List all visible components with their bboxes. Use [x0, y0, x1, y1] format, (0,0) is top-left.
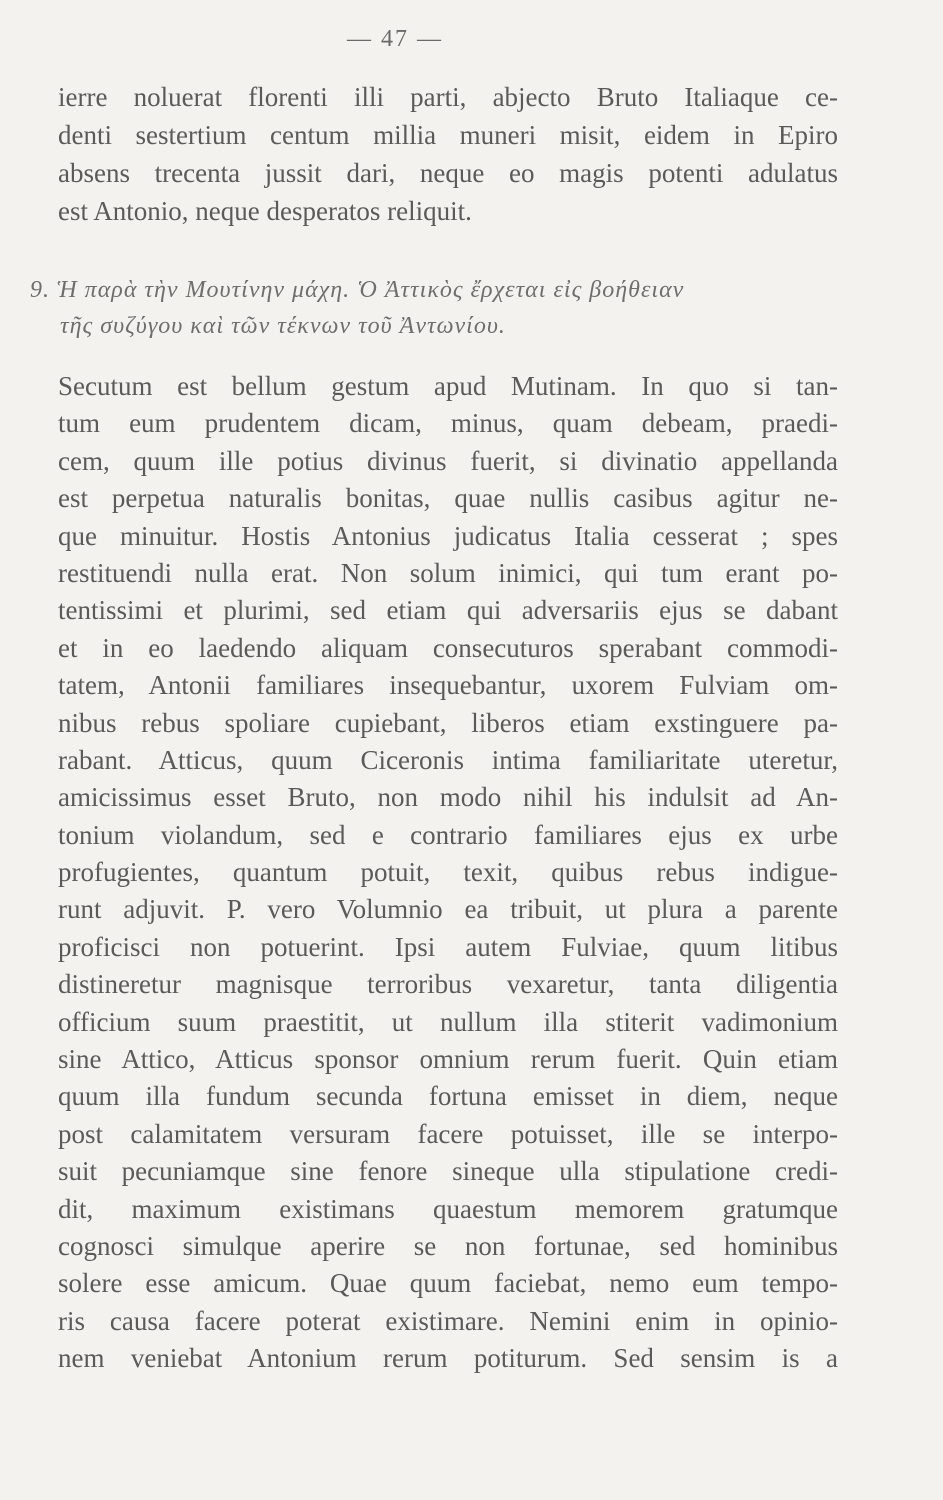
text-line: et in eo laedendo aliquam consecuturos sperabant commodi- [58, 632, 838, 663]
text-line: restituendi nulla erat. Non solum inimici, qui tum erant po- [58, 557, 838, 588]
text-line: tatem, Antonii familiares insequebantur, uxorem Fulviam om- [58, 670, 838, 701]
paragraph-2 [58, 368, 838, 1378]
text-line: amicissimus esset Bruto, non modo nihil his indulsit ad An- [58, 782, 838, 813]
heading-line: 9. Ἡ παρὰ τὴν Μουτίνην μάχη. Ὁ Ἀττικὸς ἔρχεται εἰς βοήθειαν [30, 277, 685, 303]
text-line: proficisci non potuerint. Ipsi autem Fulviae, quum litibus [58, 931, 838, 962]
text-line: est perpetua naturalis bonitas, quae nullis casibus agitur ne- [58, 483, 838, 514]
text-line: tentissimi et plurimi, sed etiam qui adversariis ejus se dabant [58, 595, 838, 626]
text-line: Secutum est bellum gestum apud Mutinam. In quo si tan- [58, 371, 838, 401]
text-line: nibus rebus spoliare cupiebant, liberos etiam exstinguere pa- [58, 707, 838, 738]
text-line: dit, maximum existimans quaestum memorem gratumque [58, 1193, 838, 1224]
text-line: ierre noluerat florenti illi parti, abjecto Bruto Italiaque ce- [58, 82, 838, 112]
text-line: quum illa fundum secunda fortuna emisset in diem, neque [58, 1081, 838, 1112]
text-line: denti sestertium centum millia muneri misit, eidem in Epiro [58, 120, 838, 150]
heading-line: τῆς συζύγου καὶ τῶν τέκνων τοῦ Ἀντωνίου. [60, 313, 506, 339]
text-line: runt adjuvit. P. vero Volumnio ea tribuit, ut plura a parente [58, 894, 838, 925]
text-line: profugientes, quantum potuit, texit, quibus rebus indigue- [58, 857, 838, 888]
text-line: nem veniebat Antonium rerum potiturum. Sed sensim is a [58, 1343, 838, 1374]
text-line: est Antonio, neque desperatos reliquit. [58, 196, 472, 226]
text-line: distineretur magnisque terroribus vexaretur, tanta diligentia [58, 969, 838, 1000]
text-line: sine Attico, Atticus sponsor omnium rerum fuerit. Quin etiam [58, 1044, 838, 1075]
text-line: post calamitatem versuram facere potuisset, ille se interpo- [58, 1118, 838, 1149]
text-line: solere esse amicum. Quae quum faciebat, nemo eum tempo- [58, 1268, 838, 1299]
text-line: rabant. Atticus, quum Ciceronis intima familiaritate uteretur, [58, 744, 838, 775]
text-line: cem, quum ille potius divinus fuerit, si divinatio appellanda [58, 445, 838, 476]
page-number: — 47 — [347, 26, 443, 52]
text-line: absens trecenta jussit dari, neque eo magis potenti adulatus [58, 158, 838, 188]
text-line: tum eum prudentem dicam, minus, quam debeam, praedi- [58, 408, 838, 439]
section-heading [30, 272, 820, 344]
text-line: que minuitur. Hostis Antonius judicatus Italia cesserat ; spes [58, 520, 838, 551]
text-line: tonium violandum, sed e contrario familiares ejus ex urbe [58, 819, 838, 850]
text-line: suit pecuniamque sine fenore sineque ulla stipulatione credi- [58, 1156, 838, 1187]
text-line: ris causa facere poterat existimare. Nemini enim in opinio- [58, 1305, 838, 1336]
paragraph-1 [58, 78, 838, 230]
text-line: officium suum praestitit, ut nullum illa stiterit vadimonium [58, 1006, 838, 1037]
text-line: cognosci simulque aperire se non fortunae, sed hominibus [58, 1230, 838, 1261]
